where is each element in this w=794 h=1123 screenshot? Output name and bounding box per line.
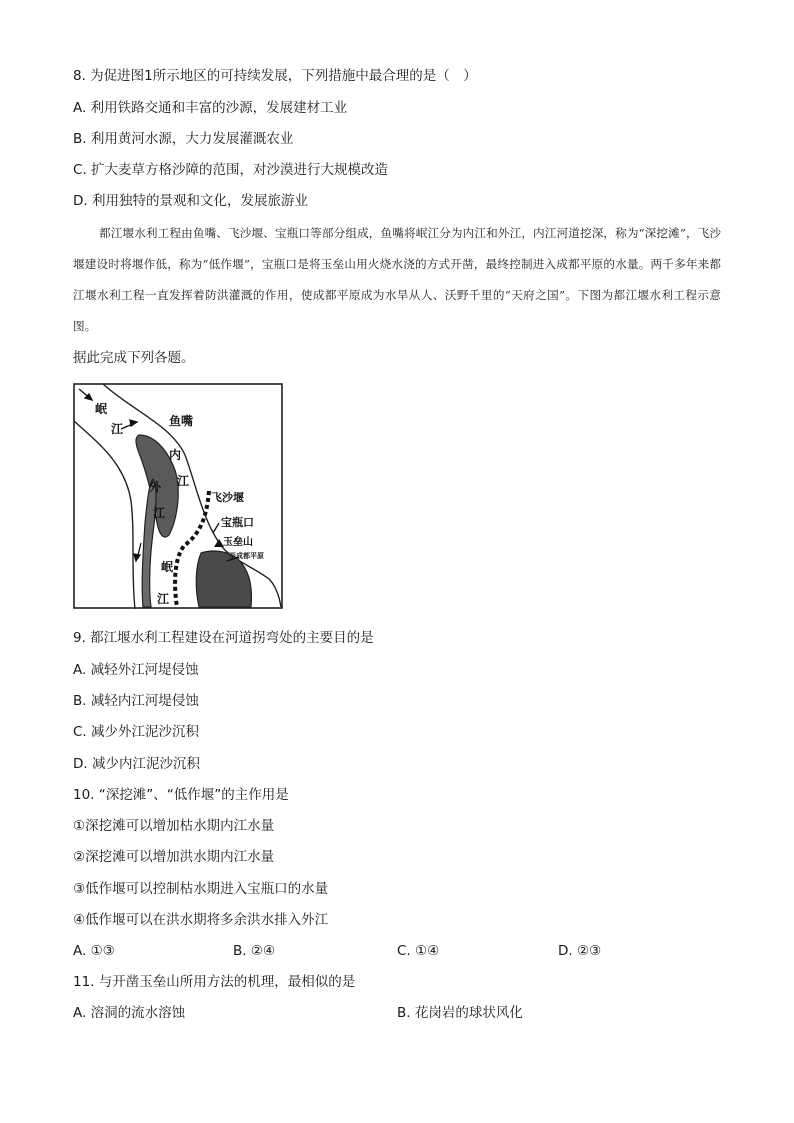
q9-option-a[interactable]: A. 减轻外江河堤侵蚀 bbox=[73, 662, 199, 678]
label-yuleishan: 玉垒山 bbox=[223, 537, 253, 548]
q11-option-b[interactable]: B. 花岗岩的球状风化 bbox=[397, 1005, 523, 1021]
q8-option-b[interactable]: B. 利用黄河水源，大力发展灌溉农业 bbox=[73, 131, 294, 147]
label-baopingkou: 宝瓶口 bbox=[221, 516, 254, 529]
label-feishayan: 飞沙堰 bbox=[211, 491, 244, 504]
label-jiang-bottom: 江 bbox=[157, 592, 170, 606]
q10-option-d[interactable]: D. ②③ bbox=[558, 943, 602, 959]
label-to-chengdu: 至成都平原 bbox=[229, 552, 264, 560]
label-waijiang: 江 bbox=[153, 506, 166, 520]
q11-stem: 11. 与开凿玉垒山所用方法的机理，最相似的是 bbox=[73, 974, 356, 990]
q10-option-b[interactable]: B. ②④ bbox=[233, 943, 276, 959]
label-wai: 外 bbox=[149, 480, 162, 494]
q10-statement-1: ①深挖滩可以增加枯水期内江水量 bbox=[73, 818, 275, 834]
label-min-bottom: 岷 bbox=[161, 560, 174, 574]
q9-option-c[interactable]: C. 减少外江泥沙沉积 bbox=[73, 724, 200, 740]
q11-option-a[interactable]: A. 溶洞的流水溶蚀 bbox=[73, 1005, 186, 1021]
q10-option-c[interactable]: C. ①④ bbox=[397, 943, 440, 959]
q9-option-d[interactable]: D. 减少内江泥沙沉积 bbox=[73, 756, 200, 772]
q10-statement-2: ②深挖滩可以增加洪水期内江水量 bbox=[73, 849, 275, 865]
q10-statement-3: ③低作堰可以控制枯水期进入宝瓶口的水量 bbox=[73, 881, 329, 897]
passage-text: 都江堰水利工程由鱼嘴、飞沙堰、宝瓶口等部分组成，鱼嘴将岷江分为内江和外江，内江河道挖深，称为“深挖滩”，飞沙堰建设时将堰作低，称为“低作堰”，宝瓶口是将玉垒山用火烧水浇的方式开凿，最终控制进入成都平原的水量。两千多年来都江堰水利工程一直发挥着防洪灌溉的作用，使成都平原成为水旱从人、沃野千里的“天府之国”。下图为都江堰水利工程示意图。 bbox=[73, 226, 721, 333]
q9-option-b[interactable]: B. 减轻内江河堤侵蚀 bbox=[73, 693, 199, 709]
label-yuzui: 鱼嘴 bbox=[169, 414, 194, 428]
dujiangyan-map bbox=[73, 383, 285, 611]
q8-stem: 8. 为促进图1所示地区的可持续发展，下列措施中最合理的是（ ） bbox=[73, 68, 477, 84]
q10-option-a[interactable]: A. ①③ bbox=[73, 943, 115, 959]
passage bbox=[73, 218, 721, 342]
q10-stem: 10. “深挖滩”、“低作堰”的主作用是 bbox=[73, 787, 289, 803]
q9-stem: 9. 都江堰水利工程建设在河道拐弯处的主要目的是 bbox=[73, 630, 374, 646]
label-jiang-top: 江 bbox=[111, 422, 124, 436]
q8-option-c[interactable]: C. 扩大麦草方格沙障的范围，对沙漠进行大规模改造 bbox=[73, 162, 389, 178]
label-neijiang: 江 bbox=[177, 474, 190, 488]
q8-option-a[interactable]: A. 利用铁路交通和丰富的沙源，发展建材工业 bbox=[73, 100, 348, 116]
instruction: 据此完成下列各题。 bbox=[73, 350, 195, 366]
label-nei: 内 bbox=[169, 448, 182, 462]
q8-option-d[interactable]: D. 利用独特的景观和文化，发展旅游业 bbox=[73, 193, 308, 209]
q10-statement-4: ④低作堰可以在洪水期将多余洪水排入外江 bbox=[73, 912, 329, 928]
label-min-top: 岷 bbox=[95, 402, 108, 416]
